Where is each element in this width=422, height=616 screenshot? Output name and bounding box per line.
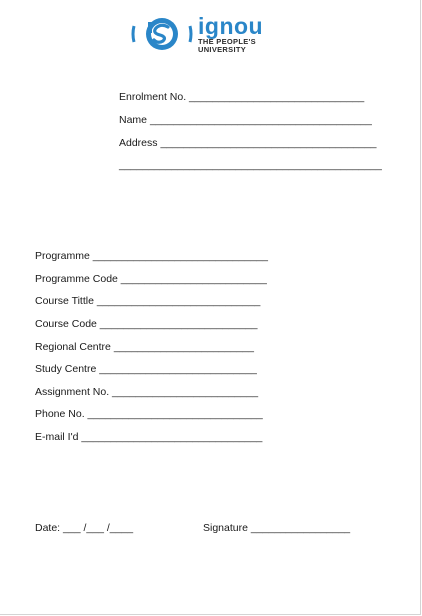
logo-tagline-2: UNIVERSITY — [198, 45, 247, 54]
programme-code-label: Programme Code — [35, 273, 118, 285]
date-label: Date: — [35, 522, 61, 534]
date-field[interactable] — [35, 521, 133, 535]
name-line[interactable]: ______________________________________ — [149, 114, 372, 126]
study-centre-line[interactable]: ___________________________ — [99, 363, 257, 375]
ignou-emblem-icon — [130, 16, 194, 52]
course-code-line[interactable]: ___________________________ — [99, 318, 258, 330]
programme-field[interactable] — [35, 249, 268, 263]
programme-line[interactable]: ______________________________ — [92, 250, 268, 262]
phone-field[interactable] — [35, 407, 263, 421]
course-code-field[interactable] — [35, 317, 257, 331]
signature-label: Signature — [203, 522, 248, 534]
enrolment-line[interactable]: ______________________________ — [189, 91, 365, 103]
phone-line[interactable]: ______________________________ — [87, 408, 263, 420]
course-title-label: Course Tittle — [35, 295, 94, 307]
course-title-line[interactable]: ____________________________ — [96, 295, 261, 307]
email-line[interactable]: _______________________________ — [81, 431, 263, 443]
programme-code-line[interactable]: _________________________ — [120, 273, 267, 285]
assignment-field[interactable] — [35, 385, 258, 399]
name-label: Name — [119, 114, 148, 126]
email-field[interactable] — [35, 430, 262, 444]
address-extra-line[interactable]: _____________________________________________ — [119, 159, 382, 171]
regional-centre-field[interactable] — [35, 340, 254, 354]
address-line[interactable]: _____________________________________ — [160, 137, 377, 149]
address-label: Address — [119, 137, 158, 149]
signature-line[interactable]: _________________ — [250, 522, 351, 534]
enrolment-label: Enrolment No. — [119, 91, 187, 103]
course-code-label: Course Code — [35, 318, 97, 330]
programme-code-field[interactable] — [35, 272, 267, 286]
address-field[interactable] — [119, 136, 377, 150]
logo-brand: ignou — [198, 13, 264, 39]
study-centre-label: Study Centre — [35, 363, 97, 375]
regional-centre-line[interactable]: ________________________ — [113, 341, 254, 353]
name-field[interactable] — [119, 113, 372, 127]
assignment-label: Assignment No. — [35, 386, 110, 398]
email-label: E-mail I'd — [35, 431, 79, 443]
phone-label: Phone No. — [35, 408, 85, 420]
regional-centre-label: Regional Centre — [35, 341, 111, 353]
logo-tagline-1: THE PEOPLE'S — [198, 37, 256, 46]
study-centre-field[interactable] — [35, 362, 257, 376]
signature-field[interactable] — [203, 521, 350, 535]
course-title-field[interactable] — [35, 294, 260, 308]
programme-label: Programme — [35, 250, 90, 262]
date-line[interactable]: ___ /___ /____ — [63, 522, 134, 534]
enrolment-field[interactable] — [119, 90, 364, 104]
assignment-line[interactable]: _________________________ — [112, 386, 259, 398]
ignou-logo — [130, 14, 290, 54]
